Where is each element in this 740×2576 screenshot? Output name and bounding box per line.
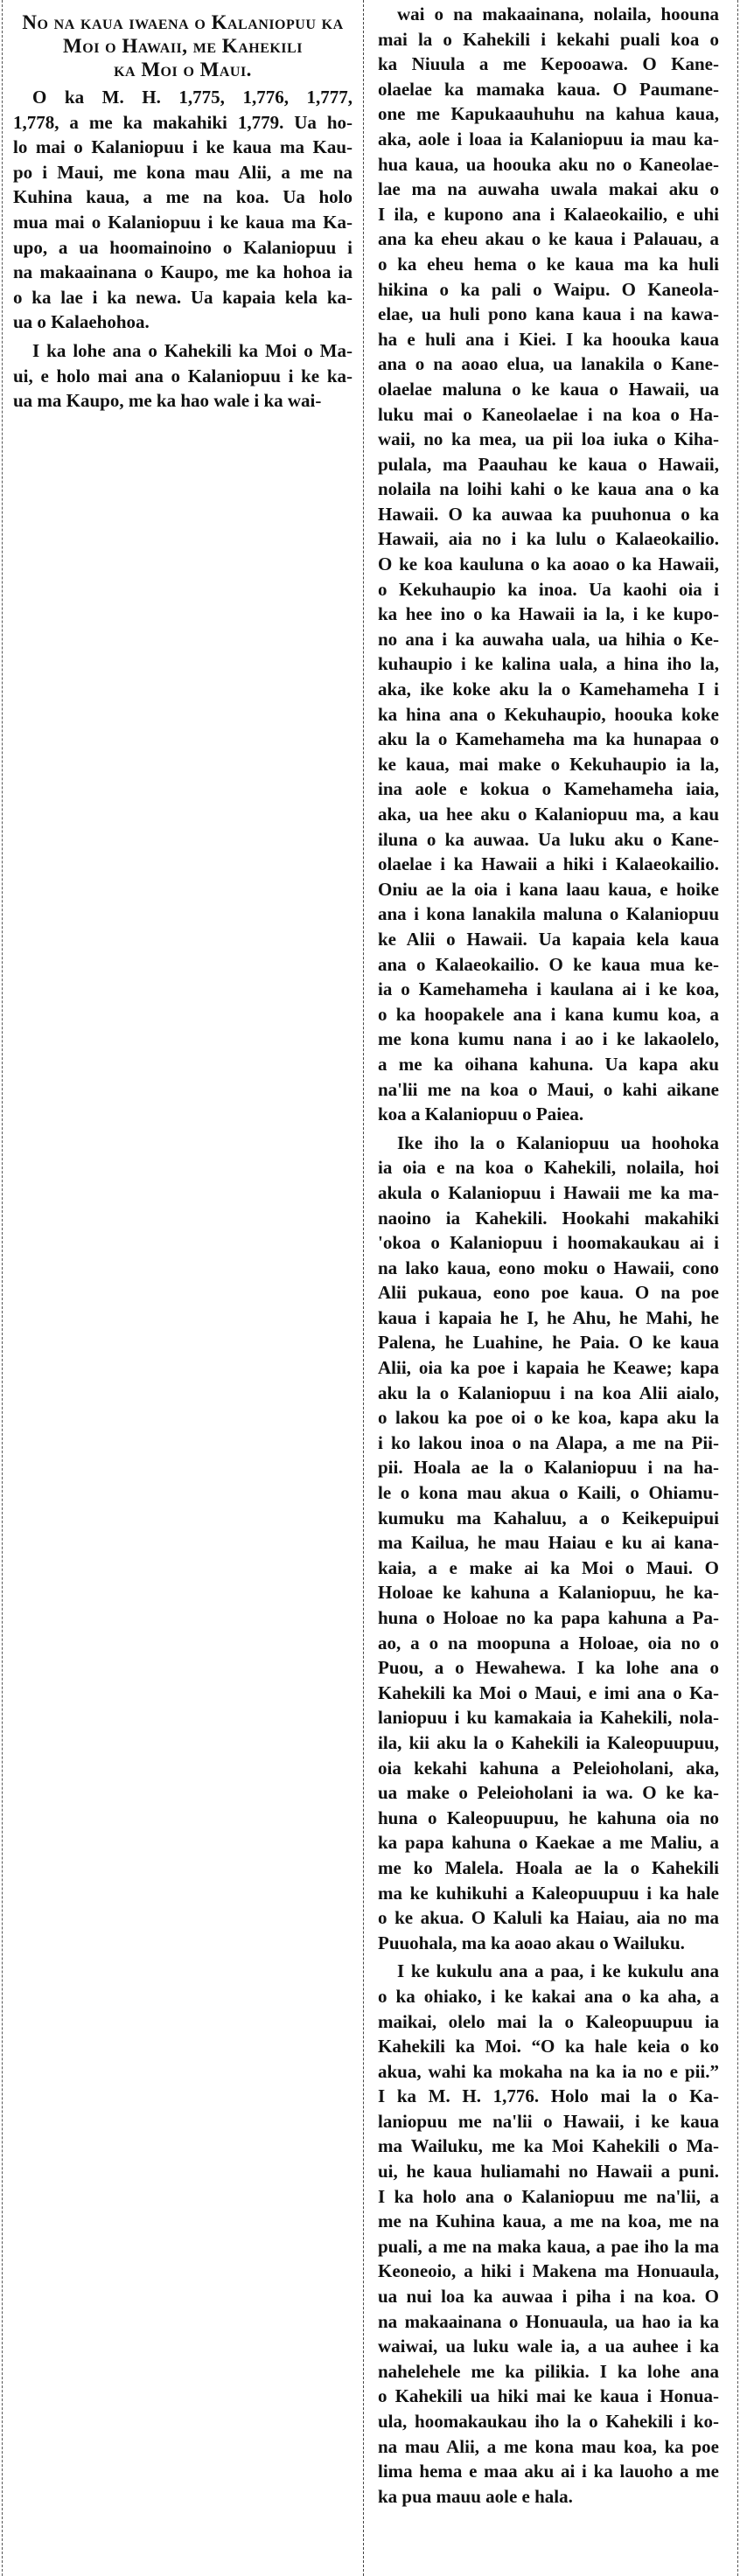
text-line: ka pua mauu aole e hala. [378, 2485, 573, 2507]
text-line: ui, he kaua huliamahi no Hawaii a puni. [378, 2161, 719, 2183]
left-margin-rule [2, 0, 3, 2576]
text-line: lae ma na auwaha uwala makai aku o [378, 178, 719, 200]
text-line: koa a Kalaniopuu o Paiea. [378, 1104, 584, 1125]
headline-line: Moi o Hawaii, me Kahekili [63, 35, 303, 57]
text-line: I ka M. H. 1,776. Holo mai la o Ka- [378, 2085, 719, 2107]
text-line: kaia, a e make ai ka Moi o Maui. O [378, 1556, 719, 1578]
text-line: o lakou ka poe oi o ke koa, kapa aku la [378, 1407, 719, 1429]
text-line: Keoneoio, a hiki i Makena ma Honuaula, [378, 2260, 719, 2282]
text-line: pii. Hoala ae la o Kalaniopuu i na ha- [378, 1457, 719, 1479]
text-line: Puuohala, ma ka aoao akau o Wailuku. [378, 1932, 685, 1953]
right-column-body [378, 2, 719, 2509]
article-paragraph [13, 335, 353, 414]
text-line: me kona kumu nana i ao i ke lakaolelo, [378, 1028, 719, 1050]
text-line: ana o Kalaeokailio. O ke kaua mua ke- [378, 953, 719, 975]
text-line: ua ma Kaupo, me ka hao wale i ka wai- [13, 390, 322, 412]
article-paragraph [378, 1127, 719, 1956]
text-line: I ila, e kupono ana i Kalaeokailio, e uhi [378, 203, 719, 225]
text-line: puali, a me na maka kaua, a pae iho la ma [378, 2235, 719, 2257]
text-line: ha e huli ana i Kiei. I ka hoouka kaua [378, 328, 719, 350]
text-line: I ke kukulu ana a paa, i ke kukulu ana [397, 1960, 719, 1982]
text-line: Kahekili ka Moi. “O ka hale keia o ko [378, 2036, 719, 2057]
text-line: ia oia e na koa o Kahekili, nolaila, hoi [378, 1157, 719, 1179]
text-line: ua o Kalaehohoa. [13, 311, 150, 333]
text-line: oia kekahi kahuna a Peleioholani, aka, [378, 1757, 719, 1779]
text-line: o ka ohiako, i ke kakai ana o ka aha, a [378, 1985, 719, 2007]
text-line: ke Alii o Hawaii. Ua kapaia kela kaua [378, 928, 719, 950]
text-line: aka, aole i loaa ia Kalaniopuu ia mau ka- [378, 128, 719, 150]
text-line: huna o Holoae no ka papa kahuna a Pa- [378, 1607, 719, 1628]
text-line: O ka M. H. 1,775, 1,776, 1,777, [32, 87, 353, 108]
text-line: ma Wailuku, me ka Moi Kahekili o Ma- [378, 2135, 719, 2157]
text-line: laniopuu i ku kamakaia ia Kahekili, nola- [378, 1707, 719, 1729]
text-line: I ka holo ana o Kalaniopuu me na'lii, a [378, 2185, 719, 2207]
text-line: aku la o Kalaniopuu i na koa Alii aialo, [378, 1382, 719, 1403]
headline-line: No na kaua iwaena o Kalaniopuu ka [22, 11, 344, 33]
text-line: laniopuu me na'lii o Hawaii, i ke kaua [378, 2110, 719, 2132]
text-line: na makaainana o Kaupo, me ka hohoa ia [13, 261, 353, 283]
text-line: o ke akua. O Kaluli ka Haiau, aia no ma [378, 1907, 719, 1929]
text-line: mai la o Kahekili i kekahi puali koa o [378, 28, 719, 50]
text-line: O ke koa kauluna o ka aoao o ka Hawaii, [378, 553, 719, 575]
text-line: a me ka oihana kahuna. Ua kapa aku [378, 1053, 719, 1075]
text-line: ua nui loa ka auwaa i piha i na koa. O [378, 2286, 719, 2308]
text-line: elae, ua huli pono kana kaua i na kawa- [378, 303, 719, 325]
text-line: ina aole e kokua o Kamehameha iaia, [378, 778, 719, 800]
text-line: waiwai, ua luku wale ia, a ua auhee i ka [378, 2336, 719, 2357]
text-line: luku mai o Kaneolaelae i na koa o Ha- [378, 403, 719, 425]
text-line: Hawaii, aia no i ka lulu o Kalaeokailio. [378, 528, 719, 550]
text-line: ui, e holo mai ana o Kalaniopuu i ke ka- [13, 365, 353, 386]
headline-line: ka Moi o Maui. [114, 59, 252, 80]
text-line: ma Kailua, he mau Haiau e ku ai kana- [378, 1532, 719, 1554]
text-line: Ike iho la o Kalaniopuu ua hoohoka [397, 1131, 719, 1153]
text-line: akula o Kalaniopuu i Hawaii me ka ma- [378, 1181, 719, 1203]
article-headline [13, 10, 353, 81]
column-divider [363, 0, 364, 2576]
text-line: Oniu ae la oia i kana laau kaua, e hoike [378, 878, 719, 900]
text-line: upo, a ua hoomainoino o Kalaniopuu i [13, 236, 353, 258]
text-line: ila, kii aku la o Kahekili ia Kaleopuupuu, [378, 1731, 719, 1753]
text-line: nahelehele me ka pilikia. I ka lohe ana [378, 2360, 719, 2382]
text-line: aka, ua hee aku o Kalaniopuu ma, a kau [378, 804, 719, 825]
text-line: kuhaupio i ke kalina uala, a hina iho la, [378, 653, 719, 675]
text-line: kaua i kapaia he I, he Ahu, he Mahi, he [378, 1306, 719, 1328]
text-line: 'okoa o Kalaniopuu i hoomakaukau ai i [378, 1232, 719, 1254]
text-line: akua, wahi ka mokaha na ka ia no e pii.” [378, 2060, 719, 2082]
text-line: olaelae ka mamaka kaua. O Paumane- [378, 78, 719, 100]
right-margin-rule [737, 0, 738, 2576]
text-line: Kahekili ka Moi o Maui, e imi ana o Ka- [378, 1681, 719, 1703]
text-line: o ka eheu hema o ke kaua ma ka huli [378, 253, 719, 275]
text-line: ana i kona lanakila maluna o Kalaniopuu [378, 903, 719, 925]
text-line: i ko lakou inoa o na Alapa, a me na Pii- [378, 1431, 719, 1453]
text-line: na makaainana o Honuaula, ua hao ia ka [378, 2310, 719, 2332]
text-line: Palena, he Luahine, he Paia. O ke kaua [378, 1332, 719, 1354]
text-line: Holoae ke kahuna a Kalaniopuu, he ka- [378, 1582, 719, 1604]
text-line: pulala, ma Paauhau ke kaua o Hawaii, [378, 453, 719, 475]
left-column [13, 0, 353, 414]
text-line: ana ka eheu akau o ke kaua i Palauau, a [378, 228, 719, 250]
text-line: kumuku ma Kahaluu, a o Keikepuipui [378, 1507, 719, 1528]
text-line: Kuhina kaua, a me na koa. Ua holo [13, 186, 353, 208]
text-line: lima hema e maa aku ai i ka lauoho a me [378, 2461, 719, 2482]
text-line: ke kaua, mai make o Kekuhaupio ia la, [378, 753, 719, 775]
text-line: aku la o Kamehameha ma ka hunapaa o [378, 728, 719, 750]
text-line: ana o na aoao elua, ua lanakila o Kane- [378, 353, 719, 375]
text-line: ia o Kamehameha i kaulana ai i ke koa, [378, 978, 719, 1000]
text-line: maikai, olelo mai la o Kaleopuupuu ia [378, 2010, 719, 2032]
text-line: one me Kapukaauhuhu na kahua kaua, [378, 103, 719, 125]
text-line: aka, ike koke aku la o Kamehameha I i [378, 679, 719, 700]
article-paragraph [13, 85, 353, 335]
text-line: Alii, oia ka poe i kapaia he Keawe; kapa [378, 1357, 719, 1379]
article-paragraph [378, 2, 719, 1127]
text-line: le o kona mau akua o Kaili, o Ohiamu- [378, 1482, 719, 1504]
text-line: lo mai o Kalaniopuu i ke kaua ma Kau- [13, 136, 353, 158]
text-line: iluna o ka auwaa. Ua luku aku o Kane- [378, 828, 719, 850]
text-line: na'lii me na koa o Maui, o kahi aikane [378, 1078, 719, 1100]
text-line: na lako kaua, eono moku o Hawaii, cono [378, 1257, 719, 1278]
text-line: ka hee ino o ka Hawaii ia la, i ke kupo- [378, 603, 719, 625]
text-line: ka Niuula a me Kepooawa. O Kane- [378, 53, 719, 75]
text-line: wai o na makaainana, nolaila, hoouna [397, 3, 719, 24]
text-line: me na Kuhina kaua, a me na koa, me na [378, 2210, 719, 2232]
text-line: ula, hoomakaukau iho la o Kahekili i ko- [378, 2411, 719, 2432]
text-line: o Kahekili ua hiki mai ke kaua i Honua- [378, 2385, 719, 2407]
text-line: Alii pukaua, eono poe kaua. O na poe [378, 1282, 719, 1304]
text-line: waii, no ka mea, ua pii loa iuka o Kiha- [378, 428, 719, 450]
text-line: ao, a o na moopuna a Holoae, oia no o [378, 1632, 719, 1654]
text-line: naoino ia Kahekili. Hookahi makahiki [378, 1207, 719, 1229]
text-line: hikina o ka pali o Waipu. O Kaneola- [378, 278, 719, 300]
text-line: olaelae i ka Hawaii a hiki i Kalaeokailio. [378, 853, 719, 875]
text-line: Hawaii. O ka auwaa ka puuhonua o ka [378, 503, 719, 525]
text-line: na mau Alii, a me kona mau koa, ka poe [378, 2435, 719, 2457]
text-line: 1,778, a me ka makahiki 1,779. Ua ho- [13, 111, 353, 133]
text-line: ma ke kuhikuhi a Kaleopuupuu i ka hale [378, 1882, 719, 1904]
text-line: o ka hoopakele ana i kana kumu koa, a [378, 1003, 719, 1025]
text-line: hua kaua, ua hoouka aku no o Kaneolae- [378, 153, 719, 175]
right-column [378, 0, 719, 2509]
text-line: ua make o Peleioholani ia wa. O ke ka- [378, 1782, 719, 1804]
left-column-body [13, 85, 353, 414]
text-line: Puou, a o Hewahewa. I ka lohe ana o [378, 1657, 719, 1679]
text-line: no ana i ka auwaha uala, ua hihia o Ke- [378, 628, 719, 650]
text-line: mua mai o Kalaniopuu i ke kaua ma Ka- [13, 211, 353, 233]
text-line: ka papa kahuna o Kaekae a me Maliu, a [378, 1832, 719, 1854]
article-paragraph [378, 1955, 719, 2509]
text-line: o ka lae i ka newa. Ua kapaia kela ka- [13, 286, 353, 308]
text-line: olaelae maluna o ke kaua o Hawaii, ua [378, 378, 719, 400]
text-line: me ko Malela. Hoala ae la o Kahekili [378, 1856, 719, 1878]
text-line: ka hina ana o Kekuhaupio, hoouka koke [378, 703, 719, 725]
text-line: nolaila na loihi kahi o ke kaua ana o ka [378, 478, 719, 500]
text-line: o Kekuhaupio ka inoa. Ua kaohi oia i [378, 578, 719, 600]
text-line: huna o Kaleopuupuu, he kahuna oia no [378, 1807, 719, 1828]
text-line: I ka lohe ana o Kahekili ka Moi o Ma- [32, 339, 353, 361]
text-line: po i Maui, me kona mau Alii, a me na [13, 161, 353, 183]
